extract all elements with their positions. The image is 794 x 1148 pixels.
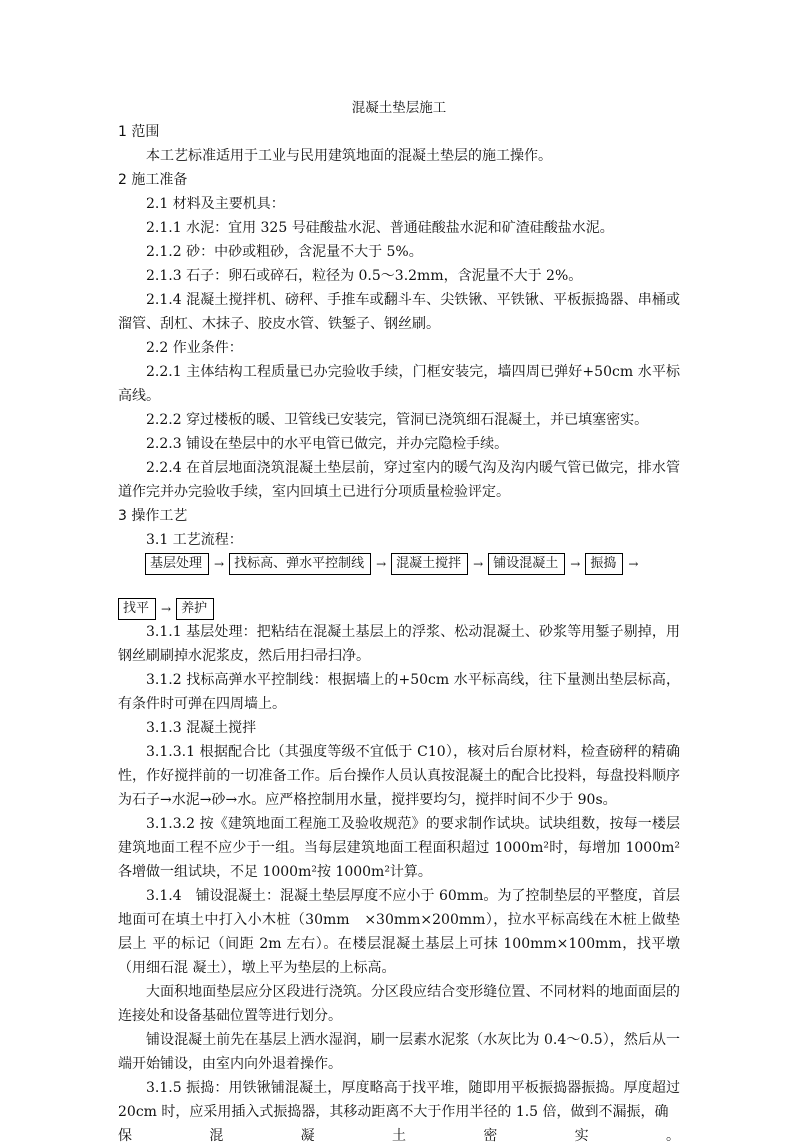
char: 保 — [118, 1128, 132, 1144]
paragraph: 2.2.1 主体结构工程质量已办完验收手续，门框安装完，墙四周已弹好+50cm 水平标高线。 — [118, 364, 680, 404]
paragraph: 2.2.4 在首层地面浇筑混凝土垫层前，穿过室内的暖气沟及沟内暖气管已做完，排水管道作完并办完验收手续，室内回填土已进行分项质量检验评定。 — [118, 460, 680, 500]
paragraph: 2.1.2 砂：中砂或粗砂，含泥量不大于 5%。 — [146, 244, 423, 260]
flow-row — [118, 598, 680, 620]
paragraph: 2.2.3 铺设在垫层中的水平电管已做完，并办完隐检手续。 — [146, 436, 509, 452]
char: 。 — [665, 1128, 680, 1144]
paragraph: 2.1.1 水泥：宜用 325 号硅酸盐水泥、普通硅酸盐水泥和矿渣硅酸盐水泥。 — [146, 220, 614, 236]
section-1-heading: 1 范围 — [118, 124, 160, 140]
char: 凝 — [300, 1128, 315, 1144]
paragraph: 铺设混凝土前先在基层上洒水湿润，刷一层素水泥浆（水灰比为 0.4～0.5），然后从一端开始铺设，由室内向外退着操作。 — [118, 1032, 680, 1072]
last-line — [118, 1124, 680, 1148]
flow-step: 混凝土搅拌 — [391, 553, 468, 575]
paragraph: 3.1.5 振捣：用铁锹铺混凝土，厚度略高于找平堆，随即用平板振捣器振捣。厚度超过 20cm 时，应采用插入式振捣器，其移动距离不大于作用半径的 1.5 倍，做到不漏振，确 — [118, 1080, 680, 1120]
paragraph: 2.1 材料及主要机具： — [146, 196, 285, 212]
char: 土 — [391, 1128, 406, 1144]
paragraph: 2.1.4 混凝土搅拌机、磅秤、手推车或翻斗车、尖铁锹、平铁锹、平板振捣器、串桶或溜管、刮杠、木抹子、胶皮水管、铁錾子、钢丝刷。 — [118, 292, 680, 332]
paragraph: 2.2 作业条件： — [146, 340, 243, 356]
section-2-heading: 2 施工准备 — [118, 172, 188, 188]
char: 混 — [209, 1128, 224, 1144]
arrow-icon: → — [376, 557, 387, 571]
document-title: 混凝土垫层施工 — [351, 100, 447, 116]
paragraph: 3.1.3.1 根据配合比（其强度等级不宜低于 C10），核对后台原材料，检查磅秤的精确 性，作好搅拌前的一切准备工作。后台操作人员认真按混凝土的配合比投料，每盘投料顺序 为石子→水泥→砂→水。应严格控制用水量，搅拌要均匀，搅拌时间不少于 90s。 — [118, 744, 680, 808]
paragraph: 本工艺标准适用于工业与民用建筑地面的混凝土垫层的施工操作。 — [146, 148, 552, 164]
paragraph: 3.1.2 找标高弹水平控制线：根据墙上的+50cm 水平标高线，往下量测出垫层标高，有条件时可弹在四周墙上。 — [118, 672, 680, 712]
document-page — [118, 96, 680, 1148]
arrow-icon: → — [628, 557, 639, 571]
arrow-icon: → — [214, 557, 225, 571]
char: 密 — [483, 1128, 498, 1144]
arrow-icon: → — [161, 602, 172, 616]
flow-step: 基层处理 — [145, 553, 209, 575]
paragraph: 大面积地面垫层应分区段进行浇筑。分区段应结合变形缝位置、不同材料的地面面层的连接处和设备基础位置等进行划分。 — [118, 984, 680, 1024]
flow-step: 养护 — [176, 598, 214, 620]
paragraph: 3.1.3.2 按《建筑地面工程施工及验收规范》的要求制作试块。试块组数，按每一楼层建筑地面工程不应少于一组。当每层建筑地面工程面积超过 1000m²时，每增加 1000m²各增做一组试块，不足 1000m²按 1000m²计算。 — [118, 816, 680, 880]
paragraph: 3.1.3 混凝土搅拌 — [146, 720, 257, 736]
flow-step: 找平 — [118, 598, 156, 620]
paragraph: 3.1.1 基层处理：把粘结在混凝土基层上的浮浆、松动混凝土、砂浆等用錾子剔掉，用钢丝刷刷掉水泥浆皮，然后用扫帚扫净。 — [118, 624, 680, 664]
paragraph: 3.1.4 铺设混凝土：混凝土垫层厚度不应小于 60mm。为了控制垫层的平整度，首层地面可在填土中打入小木桩（30mm ×30mm×200mm），拉水平标高线在木桩上做垫层上 平的标记（间距 2m 左右）。在楼层混凝土基层上可抹 100mm×100mm，找平墩（用细石混 凝土），墩上平为垫层的上标高。 — [118, 888, 680, 976]
char: 实 — [574, 1128, 589, 1144]
process-flowchart — [118, 553, 680, 620]
paragraph: 2.2.2 穿过楼板的暖、卫管线已安装完，管洞已浇筑细石混凝土，并已填塞密实。 — [146, 412, 649, 428]
flow-label: 3.1 工艺流程： — [146, 532, 243, 548]
flow-step: 铺设混凝土 — [488, 553, 565, 575]
flow-step: 找标高、弹水平控制线 — [229, 553, 371, 575]
arrow-icon: → — [473, 557, 484, 571]
section-3-heading: 3 操作工艺 — [118, 508, 188, 524]
flow-row — [118, 553, 680, 575]
paragraph: 2.1.3 石子：卵石或碎石，粒径为 0.5～3.2mm，含泥量不大于 2%。 — [146, 268, 583, 284]
flow-step: 振捣 — [585, 553, 623, 575]
arrow-icon: → — [570, 557, 581, 571]
